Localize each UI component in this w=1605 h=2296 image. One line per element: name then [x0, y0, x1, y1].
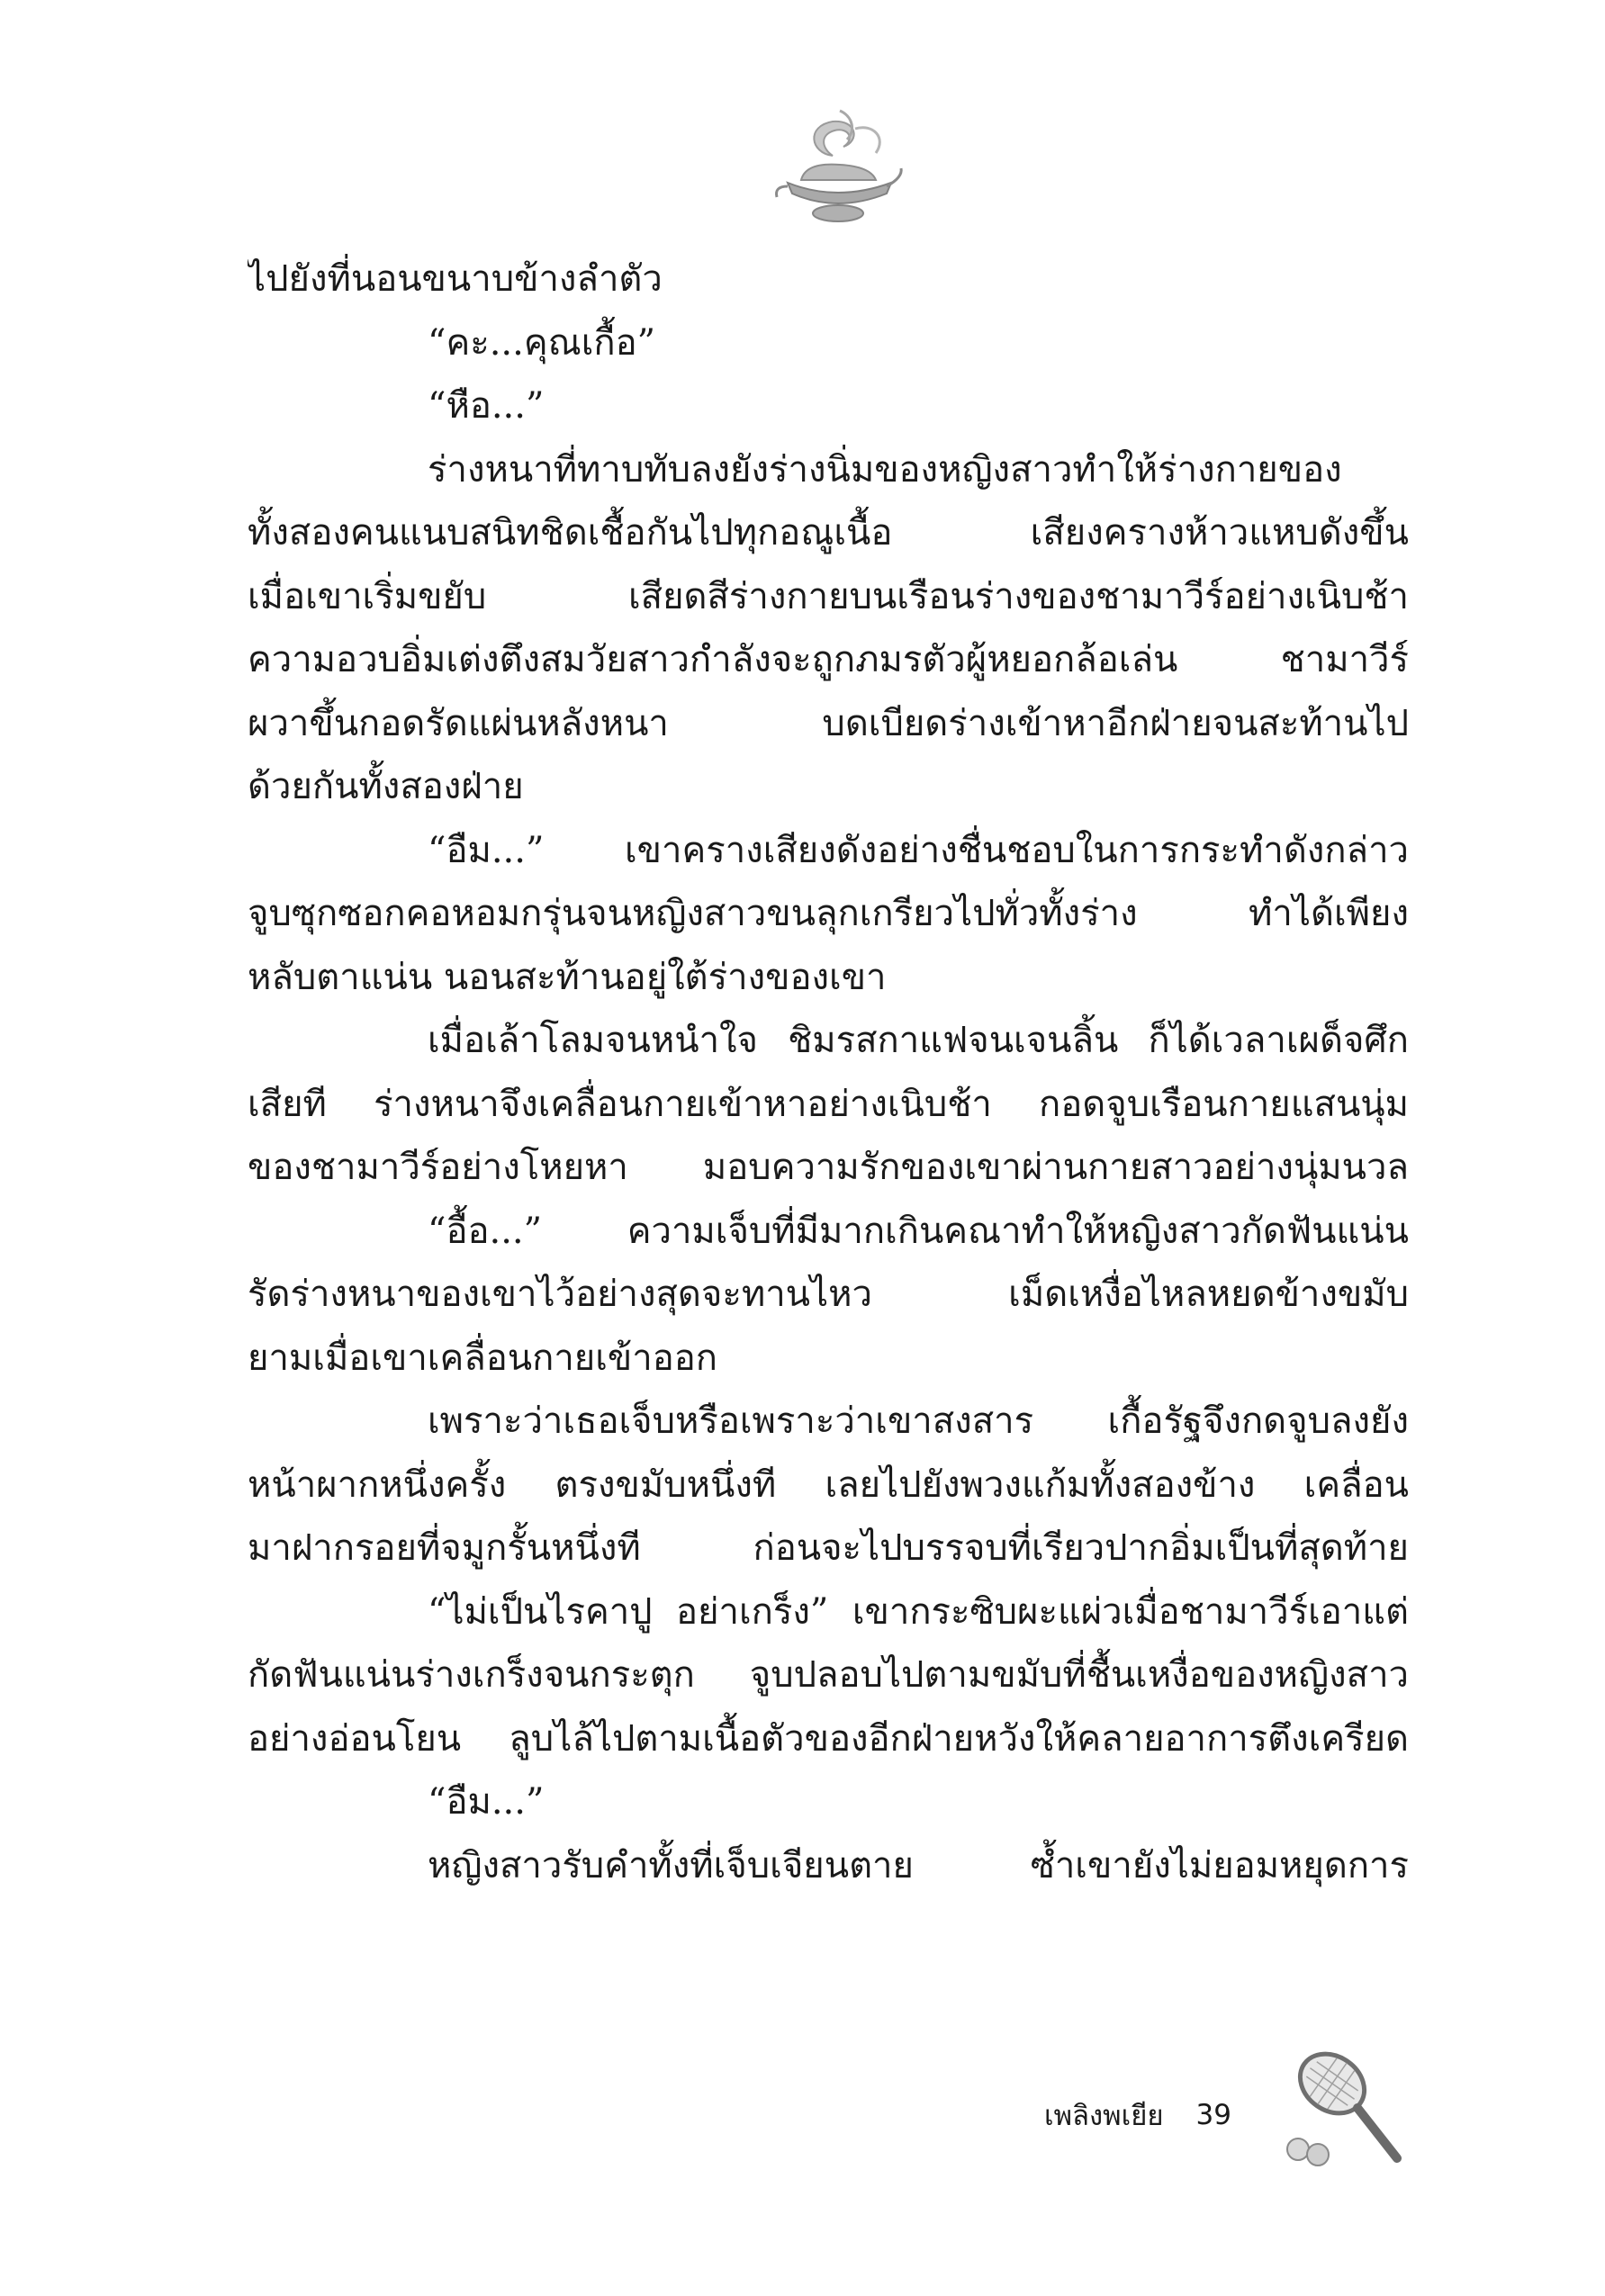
- magic-lamp-icon: [770, 104, 905, 234]
- text-line: หลับตาแน่น นอนสะท้านอยู่ใต้ร่างของเขา: [248, 956, 887, 998]
- text-line: ไปยังที่นอนขนาบข้างลำตัว: [248, 258, 663, 300]
- text-line: รัดร่างหนาของเขาไว้อย่างสุดจะทานไหว เม็ดเหงื่อไหลหยดข้างขมับ: [248, 1274, 1409, 1315]
- running-title: เพลิงพเยีย: [1044, 2100, 1164, 2132]
- text-line: เพราะว่าเธอเจ็บหรือเพราะว่าเขาสงสาร เกื้อรัฐจึงกดจูบลงยัง: [428, 1400, 1409, 1442]
- text-line: “อื้อ...” ความเจ็บที่มีมากเกินคณาทำให้หญิงสาวกัดฟันแน่น: [428, 1210, 1409, 1252]
- text-line: เสียที ร่างหนาจึงเคลื่อนกายเข้าหาอย่างเนิบช้า กอดจูบเรือนกายแสนนุ่ม: [248, 1083, 1409, 1125]
- body-text: [248, 248, 1409, 1897]
- text-line: เมื่อเล้าโลมจนหนำใจ ชิมรสกาแฟจนเจนลิ้น ก็ได้เวลาเผด็จศึก: [428, 1020, 1409, 1061]
- text-line: ยามเมื่อเขาเคลื่อนกายเข้าออก: [248, 1337, 717, 1379]
- text-line: ของชามาวีร์อย่างโหยหา มอบความรักของเขาผ่านกายสาวอย่างนุ่มนวล: [248, 1147, 1409, 1188]
- text-line: “อืม...” เขาครางเสียงดังอย่างชื่นชอบในการกระทำดังกล่าว: [428, 829, 1409, 871]
- page-number: 39: [1195, 2099, 1231, 2131]
- text-line: หน้าผากหนึ่งครั้ง ตรงขมับหนึ่งที เลยไปยังพวงแก้มทั้งสองข้าง เคลื่อน: [248, 1463, 1409, 1506]
- text-line: “คะ...คุณเกื้อ”: [428, 321, 656, 364]
- text-line: กัดฟันแน่นร่างเกร็งจนกระตุก จูบปลอบไปตามขมับที่ชื้นเหงื่อของหญิงสาว: [248, 1654, 1409, 1696]
- text-line: ทั้งสองคนแนบสนิทชิดเชื้อกันไปทุกอณูเนื้อ เสียงครางห้าวแหบดังขึ้น: [248, 512, 1409, 554]
- text-line: ความอวบอิ่มเต่งตึงสมวัยสาวกำลังจะถูกภมรตัวผู้หยอกล้อเล่น ชามาวีร์: [248, 639, 1409, 680]
- text-line: เมื่อเขาเริ่มขยับ เสียดสีร่างกายบนเรือนร่างของชามาวีร์อย่างเนิบช้า: [248, 575, 1409, 617]
- text-line: อย่างอ่อนโยน ลูบไล้ไปตามเนื้อตัวของอีกฝ่ายหวังให้คลายอาการตึงเครียด: [248, 1717, 1409, 1760]
- text-line: ด้วยกันทั้งสองฝ่าย: [248, 766, 524, 807]
- text-line: ร่างหนาที่ทาบทับลงยังร่างนิ่มของหญิงสาวทำให้ร่างกายของ: [428, 448, 1342, 491]
- text-line: ผวาขึ้นกอดรัดแผ่นหลังหนา บดเบียดร่างเข้าหาอีกฝ่ายจนสะท้านไป: [248, 702, 1409, 744]
- text-line: “หือ...”: [428, 385, 545, 427]
- text-line: “อืม...”: [428, 1781, 545, 1823]
- text-line: มาฝากรอยที่จมูกรั้นหนึ่งที ก่อนจะไปบรรจบที่เรียวปากอิ่มเป็นที่สุดท้าย: [248, 1527, 1409, 1569]
- text-line: “ไม่เป็นไรคาปู อย่าเกร็ง” เขากระซิบผะแผ่วเมื่อชามาวีร์เอาแต่: [428, 1590, 1409, 1633]
- page-footer: [1044, 2088, 1231, 2142]
- text-line: จูบซุกซอกคอหอมกรุ่นจนหญิงสาวขนลุกเกรียวไปทั่วทั้งร่าง ทำได้เพียง: [248, 893, 1409, 934]
- tennis-racket-icon: [1278, 2043, 1409, 2178]
- text-line: หญิงสาวรับคำทั้งที่เจ็บเจียนตาย ซ้ำเขายังไม่ยอมหยุดการ: [428, 1844, 1409, 1886]
